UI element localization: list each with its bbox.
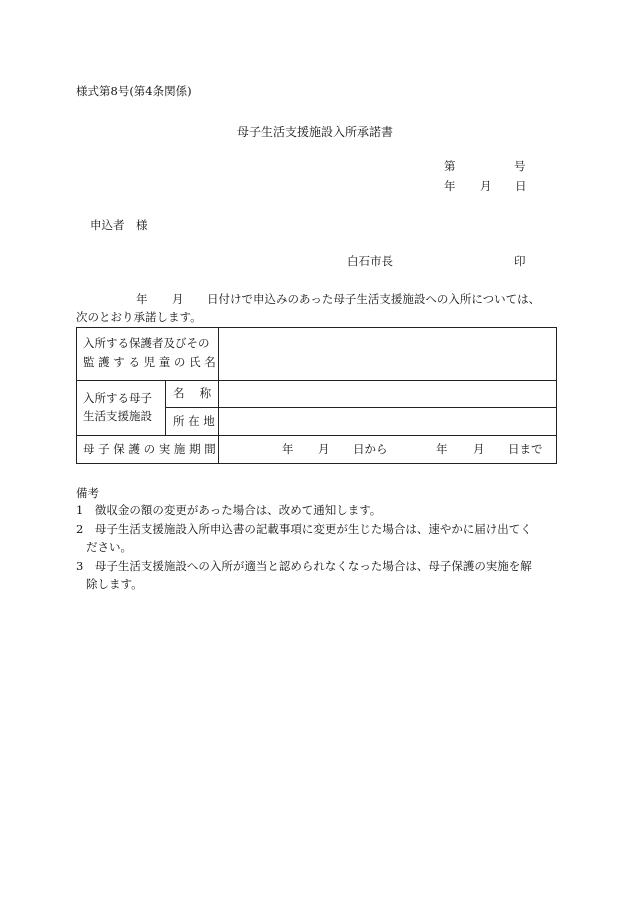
document-title: 母子生活支援施設入所承諾書 xyxy=(236,125,393,139)
period-to-year: 年 xyxy=(436,442,448,456)
protection-period-label: 母 子 保 護 の 実 施 期 間 xyxy=(83,442,216,456)
facility-name-field xyxy=(226,388,546,402)
remark-item-3-line2: 除します。 xyxy=(86,577,143,591)
seal-mark: 印 xyxy=(514,254,526,268)
facility-address-label: 所 在 地 xyxy=(173,414,215,428)
row-divider-3 xyxy=(76,435,557,436)
approval-details-table xyxy=(76,327,557,464)
issuer-name: 白石市長 xyxy=(347,254,393,268)
period-from-month: 月 xyxy=(318,442,330,456)
row-divider-1 xyxy=(76,380,557,381)
period-from-year: 年 xyxy=(282,442,294,456)
issue-date-month: 月 xyxy=(480,179,492,193)
approval-date-year: 年 xyxy=(136,292,148,306)
remark-item-2-line1: 2 母子生活支援施設入所申込書の記載事項に変更が生じた場合は、速やかに届け出てく xyxy=(76,522,532,536)
issue-date-day: 日 xyxy=(515,179,527,193)
table-border-right xyxy=(556,327,557,464)
facility-address-field xyxy=(226,416,546,430)
guardian-name-field xyxy=(226,347,546,361)
table-column-divider xyxy=(218,327,219,464)
guardian-label-line2: 監 護 す る 児 童 の 氏 名 xyxy=(83,355,216,369)
applicant-honorific: 様 xyxy=(136,218,148,232)
remark-item-1: 1 徴収金の額の変更があった場合は、改めて通知します。 xyxy=(76,503,382,517)
remark-item-3-line1: 3 母子生活支援施設への入所が適当と認められなくなった場合は、母子保護の実施を解 xyxy=(76,559,532,573)
issue-date-year: 年 xyxy=(444,179,456,193)
approval-date-month: 月 xyxy=(172,292,184,306)
period-from-day: 日から xyxy=(353,442,388,456)
document-number-suffix: 号 xyxy=(514,159,526,173)
table-border-top xyxy=(76,327,557,328)
approval-sentence-line2: 次のとおり承諾します。 xyxy=(76,310,202,324)
row-divider-2 xyxy=(165,407,557,408)
remarks-heading: 備考 xyxy=(76,486,99,500)
approval-sentence-text: 日付けで申込みのあった母子生活支援施設への入所については、 xyxy=(207,292,541,306)
applicant-label: 申込者 xyxy=(90,218,125,232)
form-number: 様式第8号(第4条関係) xyxy=(76,84,192,98)
facility-name-label: 名 称 xyxy=(173,386,212,400)
guardian-label-line1: 入所する保護者及びその xyxy=(83,336,210,350)
period-to-month: 月 xyxy=(473,442,485,456)
remark-item-2-line2: ださい。 xyxy=(86,540,132,554)
table-border-bottom xyxy=(76,463,557,464)
facility-label-line2: 生活支援施設 xyxy=(83,409,152,423)
facility-label-line1: 入所する母子 xyxy=(83,391,152,405)
table-border-left xyxy=(76,327,77,464)
document-number-prefix: 第 xyxy=(444,159,456,173)
period-to-day: 日まで xyxy=(508,442,543,456)
